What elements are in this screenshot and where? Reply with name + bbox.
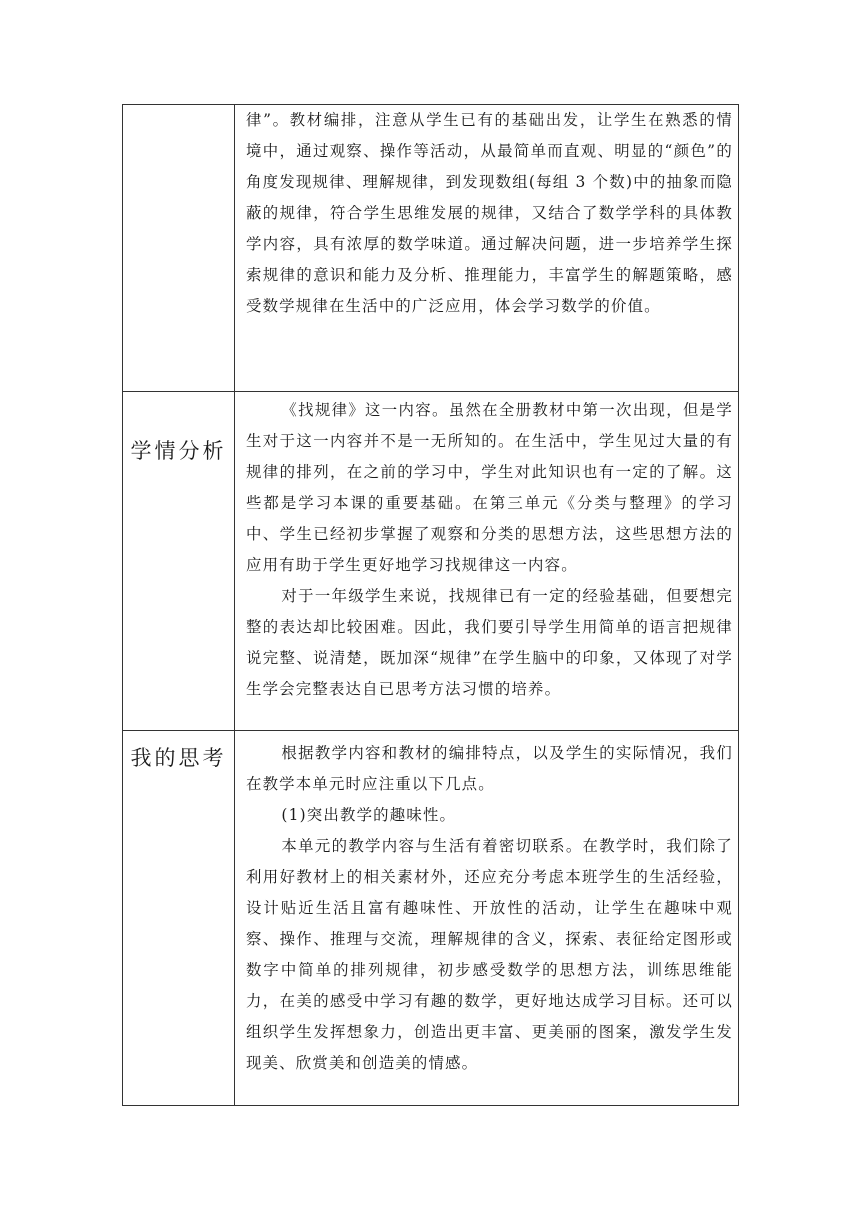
paragraph: 律”。教材编排，注意从学生已有的基础出发，让学生在熟悉的情境中，通过观察、操作等活动，从最简单而直观、明显的“颜色”的角度发现规律、理解规律，到发现数组(每组 3 个数)中的抽象而隐蔽的规律，符合学生思维发展的规律，又结合了数学学科的具体教学内容，具有浓厚的数学味道。通过解决问题，进一步培养学生探索规律的意识和能力及分析、推理能力，丰富学生的解题策略，感受数学规律在生活中的广泛应用，体会学习数学的价值。 xyxy=(246,111,733,315)
table-row xyxy=(123,105,739,392)
row-label-cell xyxy=(123,105,235,392)
table-row xyxy=(123,392,739,731)
row-content-cell xyxy=(235,731,739,1106)
row-label-xueqing: 学情分析 xyxy=(130,439,227,463)
row-label-sikao: 我的思考 xyxy=(130,746,227,770)
row-label-cell xyxy=(123,392,235,731)
paragraph: 《找规律》这一内容。虽然在全册教材中第一次出现，但是学生对于这一内容并不是一无所知的。在生活中，学生见过大量的有规律的排列，在之前的学习中，学生对此知识也有一定的了解。这些都是学习本课的重要基础。在第三单元《分类与整理》的学习中、学生已经初步掌握了观察和分类的思想方法，这些思想方法的应用有助于学生更好地学习找规律这一内容。 xyxy=(246,401,733,574)
paragraph: (1)突出教学的趣味性。 xyxy=(281,806,457,824)
row-content-cell xyxy=(235,392,739,731)
paragraph: 本单元的教学内容与生活有着密切联系。在教学时，我们除了利用好教材上的相关素材外，还应充分考虑本班学生的生活经验，设计贴近生活且富有趣味性、开放性的活动，让学生在趣味中观察、操作、推理与交流，理解规律的含义，探索、表征给定图形或数字中简单的排列规律，初步感受数学的思想方法，训练思维能力，在美的感受中学习有趣的数学，更好地达成学习目标。还可以组织学生发挥想象力，创造出更丰富、更美丽的图案，激发学生发现美、欣赏美和创造美的情感。 xyxy=(246,837,733,1072)
paragraph: 根据教学内容和教材的编排特点，以及学生的实际情况，我们在教学本单元时应注重以下几点。 xyxy=(246,744,733,793)
table-row xyxy=(123,731,739,1106)
paragraph: 对于一年级学生来说，找规律已有一定的经验基础，但要想完整的表达却比较困难。因此，我们要引导学生用简单的语言把规律说完整、说清楚，既加深“规律”在学生脑中的印象，又体现了对学生学会完整表达自已思考方法习惯的培养。 xyxy=(246,587,733,698)
row-content-cell xyxy=(235,105,739,392)
row-label-cell xyxy=(123,731,235,1106)
lesson-plan-table xyxy=(122,104,739,1106)
